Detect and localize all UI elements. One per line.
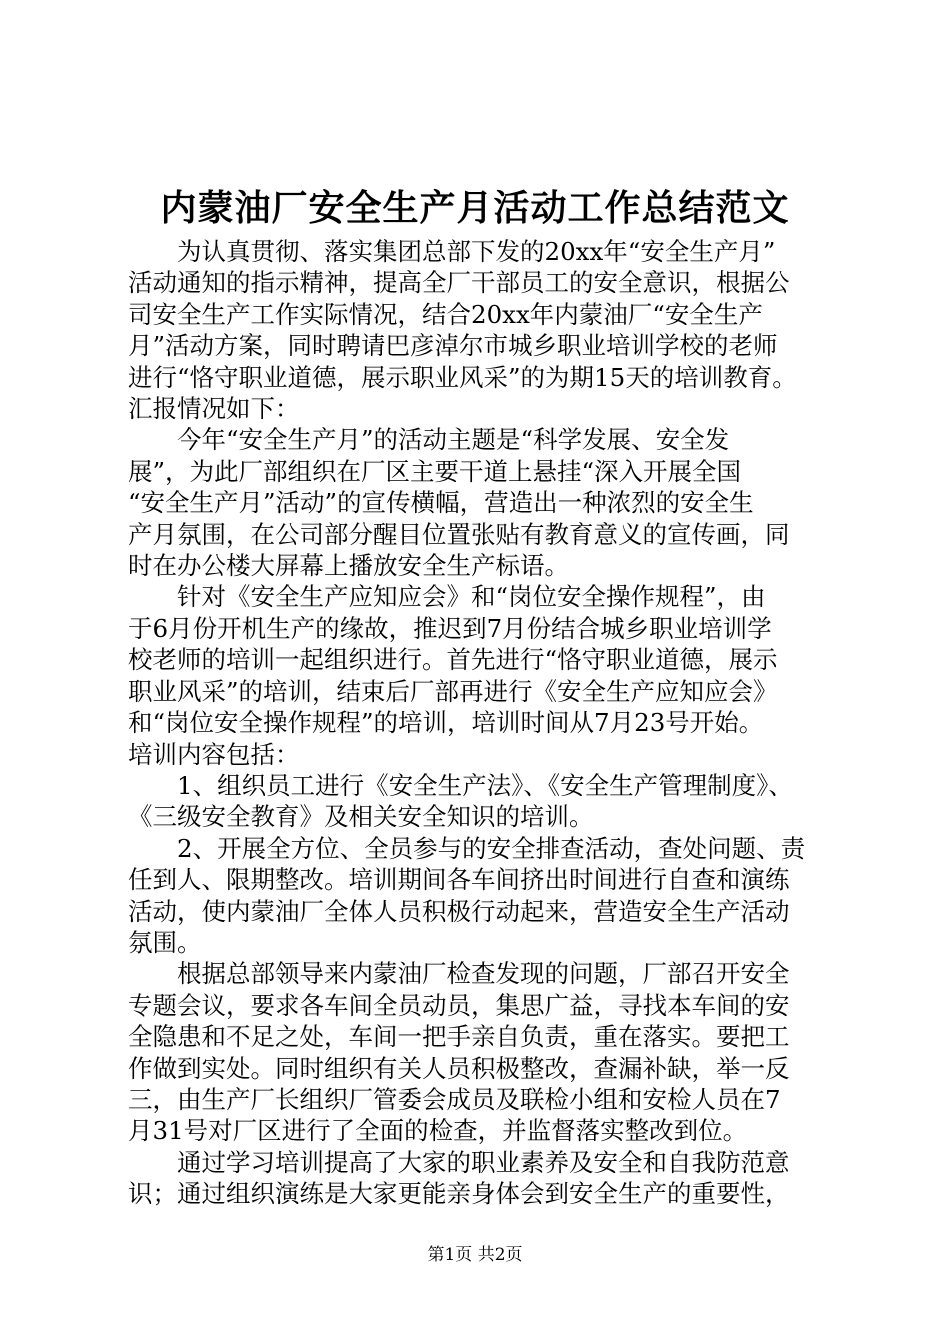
paragraph-line: 司安全生产工作实际情况，结合20xx年内蒙油厂“安全生产 [128,299,763,329]
paragraph-line: 校老师的培训一起组织进行。首先进行“恪守职业道德，展示 [128,645,778,675]
paragraph-line: 和“岗位安全操作规程”的培训，培训时间从7月23号开始。 [128,708,764,738]
paragraph [128,958,828,1146]
paragraph-line: “安全生产月”活动”的宣传横幅，营造出一种浓烈的安全生 [128,488,754,518]
page-footer: 第1页 共2页 [427,1245,523,1265]
paragraph-line: 月”活动方案，同时聘请巴彦淖尔市城乡职业培训学校的老师 [128,331,778,361]
paragraph-line: 培训内容包括： [128,739,300,769]
paragraph [128,424,828,581]
paragraph [128,770,828,833]
paragraph-line: 专题会议，要求各车间全员动员，集思广益，寻找本车间的安 [128,990,790,1020]
paragraph-line: 任到人、限期整改。培训期间各车间挤出时间进行自查和演练 [128,865,790,895]
paragraph-line: 产月氛围，在公司部分醒目位置张贴有教育意义的宣传画，同 [128,519,790,549]
paragraph-line: 作做到实处。同时组织有关人员积极整改，查漏补缺，举一反 [128,1053,790,1083]
document-body [128,236,828,1210]
paragraph-line: 针对《安全生产应知应会》和“岗位安全操作规程”，由 [128,582,766,612]
paragraph-line: 氛围。 [128,927,202,957]
paragraph-line: 进行“恪守职业道德，展示职业风采”的为期15天的培训教育。 [128,362,797,392]
paragraph-line: 时在办公楼大屏幕上播放安全生产标语。 [128,551,569,581]
paragraph [128,833,828,959]
paragraph-line: 2、开展全方位、全员参与的安全排查活动，查处问题、责 [128,833,806,863]
document-title: 内蒙油厂安全生产月活动工作总结范文 [160,187,790,229]
paragraph-line: 三，由生产厂长组织厂管委会成员及联检小组和安检人员在7 [128,1084,781,1114]
paragraph-line: 展”，为此厂部组织在厂区主要干道上悬挂“深入开展全国 [128,456,742,486]
paragraph-line: 活动，使内蒙油厂全体人员积极行动起来，营造安全生产活动 [128,896,790,926]
paragraph-line: 汇报情况如下： [128,394,300,424]
paragraph-line: 全隐患和不足之处，车间一把手亲自负责，重在落实。要把工 [128,1022,790,1052]
paragraph-line: 为认真贯彻、落实集团总部下发的20xx年“安全生产月” [128,237,776,266]
paragraph-line: 今年“安全生产月”的活动主题是“科学发展、安全发 [128,425,730,455]
paragraph-line: 月31号对厂区进行了全面的检查，并监督落实整改到位。 [128,1116,748,1146]
paragraph [128,236,828,424]
paragraph-line: 活动通知的指示精神，提高全厂干部员工的安全意识，根据公 [128,268,790,298]
paragraph-line: 于6月份开机生产的缘故，推迟到7月份结合城乡职业培训学 [128,613,772,643]
paragraph-line: 识；通过组织演练是大家更能亲身体会到安全生产的重要性， [128,1179,790,1209]
paragraph-line: 1、组织员工进行《安全生产法》、《安全生产管理制度》、 [128,770,793,800]
paragraph [128,581,828,769]
paragraph-line: 《三级安全教育》及相关安全知识的培训。 [128,802,594,832]
paragraph-line: 职业风采”的培训，结束后厂部再进行《安全生产应知应会》 [128,676,778,706]
paragraph-line: 根据总部领导来内蒙油厂检查发现的问题，厂部召开安全 [128,959,790,989]
paragraph [128,1147,828,1210]
paragraph-line: 通过学习培训提高了大家的职业素养及安全和自我防范意 [128,1147,790,1177]
